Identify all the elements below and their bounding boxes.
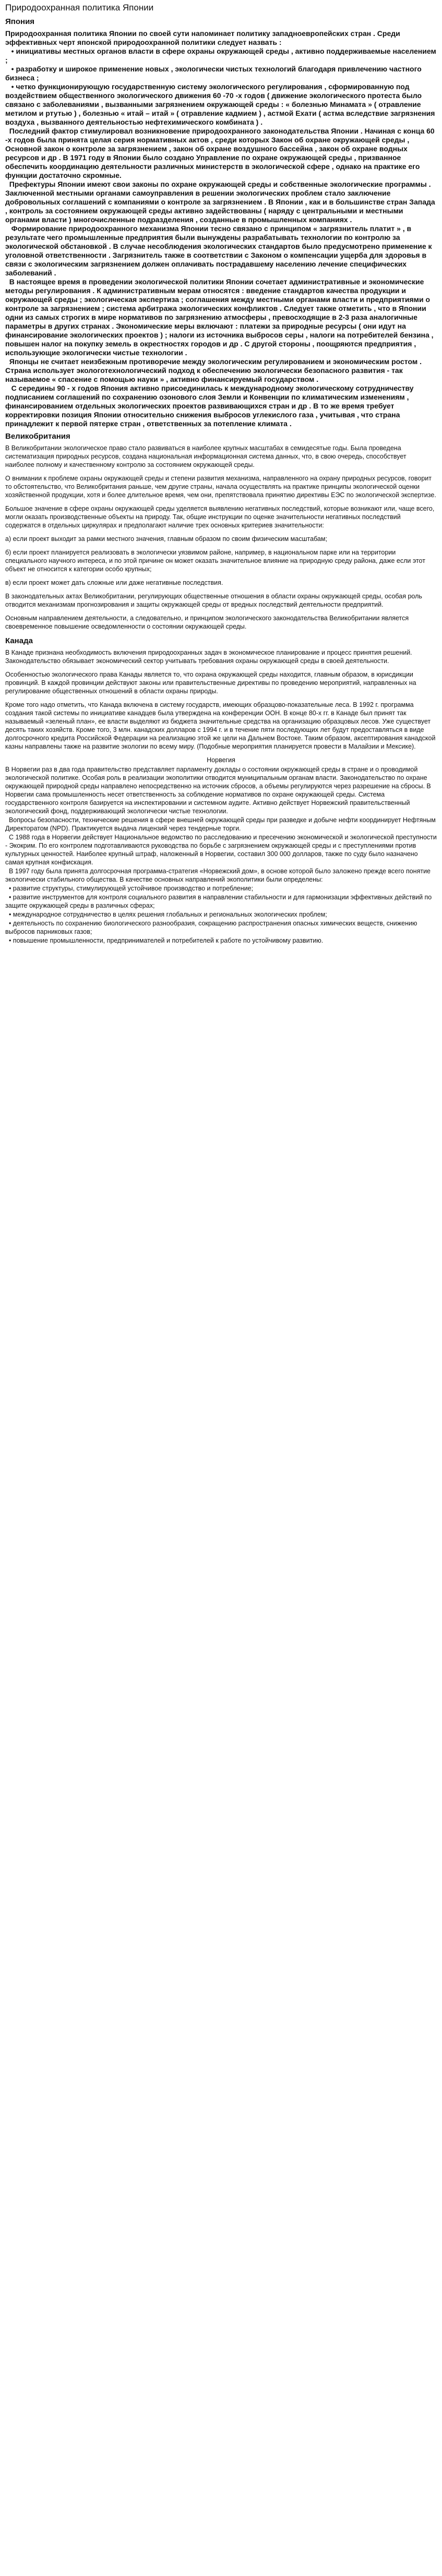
paragraph: В законодательных актах Великобритании, регулирующих общественные отношения в области охраны окружающей среды, особая роль отводится механизмам прогнозирования и защиты окружающей среды от вредных последствий деятельности предприятий.	[5, 593, 424, 608]
section-japan	[5, 17, 437, 428]
section-body-japan	[5, 29, 437, 428]
paragraph: В настоящее время в проведении экологической политики Японии сочетает административные и экономические методы регулирования . К административным мерам относятся : введение стандартов качества продукции и окружающей среды ; экологическая экспертиза ; соглашения между местными органами власти и предприятиями о контроле за загрязнением ; система арбитража экологических конфликтов . Следует также отметить , что в Японии одни из самых строгих в мире нормативов по загрязнению атмосферы , превосходящие в 2-3 раза аналогичные параметры в других странах . Экономические меры включают : платежи за природные ресурсы ( они идут на финансирование экологических проектов ) ; налоги из источника выбросов серы , налоги на потребителей бензина , повышен налог на покупку земель в окрестностях городов и др . С другой стороны , поощряются предприятия , использующие экологически чистые технологии .	[5, 278, 436, 357]
paragraph: • деятельность по сохранению биологического разнообразия, сокращению распространения опасных химических веществ, снижению выбросов парниковых газов;	[5, 920, 419, 935]
document-page	[0, 2, 442, 945]
section-body-uk	[5, 444, 437, 631]
page-title: Природоохранная политика Японии	[5, 3, 154, 13]
paragraph: • развитие структуры, стимулирующей устойчивое производство и потребление;	[5, 885, 254, 892]
paragraph: С середины 90 - х годов Япония активно присоединилась к международному экологическому сотрудничеству подписанием соглашений по сохранению озонового слоя Земли и Конвенции по климатическим изменениям , финансированием отдельных экологических проектов развивающихся стран и др . В то же время требует корректировки позиция Японии относительно снижения выбросов углекислого газа , учитывая , что страна принадлежит к первой пятерке стран , ответственных за потепление климата .	[5, 384, 416, 428]
paragraph: Особенностью экологического права Канады является то, что охрана окружающей среды находится, главным образом, в юрисдикции провинций. В каждой провинции действуют законы или правительственные директивы по проведению мероприятий, направленных на регулирование общественных отношений в области охраны природы.	[5, 671, 419, 695]
section-body-norway	[5, 765, 437, 945]
section-heading-norway: Норвегия	[207, 756, 235, 764]
paragraph: б) если проект планируется реализовать в экологически уязвимом районе, например, в национальном парке или на территории специального научного интереса, и по этой причине он может оказать значительное влияние на природную среду района, даже если этот объект не относится к категории особо крупных;	[5, 549, 427, 573]
paragraph: Большое значение в сфере охраны окружающей среды уделяется выявлению негативных последствий, которые возникают или, чаще всего, могли оказать производственные объекты на природу. Так, общие инструкции по оценке значительности негативных последствий содержатся в отдельных циркулярах и предполагают наличие трех основных критериев значительности:	[5, 505, 436, 529]
section-heading-japan: Япония	[5, 17, 35, 26]
paragraph: В 1997 году была принята долгосрочная программа-стратегия «Норвежский дом», в основе которой было заложено прежде всего понятие экологически стабильного общества. В качестве основных направлений экополитики были определены:	[5, 868, 433, 883]
paragraph: Формирование природоохранного механизма Японии тесно связано с принципом « загрязнитель платит » , в результате чего промышленные предприятия были вынуждены разрабатывать технологии по контролю за экологической обстановкой . В случае несоблюдения экологических стандартов было предусмотрено применение к уголовной ответственности . Загрязнитель также в соответствии с Законом о компенсации ущерба для здоровья в связи с экологическим загрязнением должен оплачивать пострадавшему населению лечение специфических заболеваний .	[5, 224, 434, 277]
paragraph: В Канаде признана необходимость включения природоохранных задач в экономическое планирование и процесс принятия решений. Законодательство обязывает экономический сектор учитывать требования охраны окружающей среды в своей деятельности.	[5, 649, 414, 665]
paragraph: О внимании к проблеме охраны окружающей среды и степени развития механизма, направленного на охрану природных ресурсов, говорит то обстоятельство, что Великобритания раньше, чем другие страны, начала осуществлять на практике принципы экологической оценки хозяйственной продукции, хотя и более длительное время, чем они, препятствовала принятию директивы ЕЭС по экологической экспертизе.	[5, 475, 436, 499]
section-norway	[5, 756, 437, 945]
paragraph: Вопросы безопасности, технические решения в сфере внешней окружающей среды при разведке и добыче нефти координирует Нефтяным Директоратом (NPD). Практикуется выдача лицензий через тендерные торги.	[5, 816, 438, 832]
section-heading-canada: Канада	[5, 636, 33, 645]
paragraph: Последний фактор стимулировал возникновение природоохранного законодательства Японии . Начиная с конца 60 -х годов была принята целая серия нормативных актов , среди которых Закон об охране окружающей среды , Основной закон о контроле за загрязнением , закон об охране воздушного бассейна , закон об охране водных ресурсов и др . В 1971 году в Японии было создано Управление по охране окружающей среды , призванное обеспечить координацию деятельности различных министерств в экологической сфере , однако на практике его функции достаточно скромные.	[5, 127, 437, 179]
paragraph: Префектуры Японии имеют свои законы по охране окружающей среды и собственные экологические программы . Заключенной местными органами самоуправления в решении экологических проблем стало заключение добровольных соглашений с компаниями о контроле за загрязнением . В Японии , как и в большинстве стран Запада , контроль за состоянием окружающей среды активно задействованы ( наряду с центральными и местными органами власти ) многочисленные подразделения , созданные в промышленных компаниях .	[5, 180, 437, 224]
section-uk	[5, 431, 437, 631]
paragraph: • международное сотрудничество в целях решения глобальных и региональных экологических проблем;	[5, 911, 327, 918]
paragraph: • четко функционирующую государственную систему экологического регулирования , сформированную под воздействием общественного экологического движения 60 -70 -х годов ( движение экологического протеста было связано с заболеваниями , вызванными загрязнением окружающей среды : « болезнью Минамата » ( отравление метилом и ртутью ) , болезнью « итай – итай » ( отравление кадмием ) , астмой Ехати ( астма вследствие загрязнения воздуха , вызванного деятельностью нефтехимического комбината ) .	[5, 82, 437, 126]
paragraph: • повышение промышленности, предпринимателей и потребителей к работе по устойчивому развитию.	[5, 937, 324, 944]
section-heading-uk: Великобритания	[5, 432, 70, 441]
paragraph: • развитие инструментов для контроля социального развития в направлении стабильности и для гармонизации эффективных действий по защите окружающей среды в различных сферах;	[5, 894, 434, 909]
paragraph: а) если проект выходит за рамки местного значения, главным образом по своим физическим масштабам;	[5, 535, 327, 543]
section-canada	[5, 636, 437, 751]
paragraph: Японцы не считает неизбежным противоречие между экологическим регулированием и экономическим ростом . Страна использует экологотехнологический подход к обеспечению экологически безопасного развития - так называемое « спасение с помощью науки » , активно финансируемый государством .	[5, 357, 424, 383]
paragraph: • разработку и широкое применение новых , экологически чистых технологий благодаря привлечению частного бизнеса ;	[5, 65, 424, 82]
paragraph: Основным направлением деятельности, а следовательно, и принципом экологического законодательства Великобритании является своевременное повышение осведомленности о состоянии окружающей среды.	[5, 615, 411, 630]
paragraph: • инициативы местных органов власти в сфере охраны окружающей среды , активно поддерживаемые населением ;	[5, 47, 438, 64]
paragraph: В Великобритании экологическое право стало развиваться в наиболее крупных масштабах в семидесятые годы. Была проведена систематизация природных ресурсов, создана национальная информационная система данных, что, в свою очередь, способствует наиболее полному и качественному контролю за состоянием окружающей среды.	[5, 444, 409, 468]
paragraph: Кроме того надо отметить, что Канада включена в систему государств, имеющих образцово-показательные леса. В 1992 г. программа создания такой системы по инициативе канадцев была утверждена на конференции ООН. В конце 80-х гг. в Канаде был принят так называемый «зеленый план», ее власти выделяют из бюджета значительные средства на организацию образцовых лесов. Уже существует десять таких хозяйств. Кроме того, 3 млн. канадских долларов с 1994 г. и в течение пяти последующих лет будут предоставляться в виде долгосрочного кредита Российской Федерации на реализацию этой же цели на Дальнем Востоке. Таким образом, аксептирования канадской казны направлены также на развитие экологии по всему миру. (Подобные мероприятия планируется провести в Малайзии и Мексике).	[5, 701, 437, 750]
paragraph: В Норвегии раз в два года правительство представляет парламенту доклады о состоянии окружающей среды в стране и о проводимой экологической политике. Особая роль в реализации экополитики отводится муниципальным органам власти. Законодательство по охране окружающей природной среды направлено непосредственно на источник сбросов, а объемы регулируются через разрешение на сбросы. В Норвегии сама промышленность несет ответственность за соблюдение нормативов по охране окружающей среды. Система государственного контроля базируется на инспектировании и системном аудите. Активно действует Норвежский правительственный экологический фонд, поддерживающий экологически чистые технологии.	[5, 766, 433, 815]
paragraph: Природоохранная политика Японии по своей сути напоминает политику западноевропейских стран . Среди эффективных черт японской природоохранной политики следует назвать :	[5, 29, 402, 46]
section-body-canada	[5, 648, 437, 751]
paragraph: С 1988 года в Норвегии действует Национальное ведомство по расследованию и пресечению экономической и экологической преступности - Экокрим. По его контролем подготавливаются руководства по борьбе с загрязнением окружающей среды и с преступлениями против культурных ценностей. Наиболее крупный штраф, наложенный в Норвегии, составил 300 000 долларов, также по суду было назначено самая крупная конфискация.	[5, 834, 439, 866]
paragraph: в) если проект может дать сложные или даже негативные последствия.	[5, 579, 223, 586]
